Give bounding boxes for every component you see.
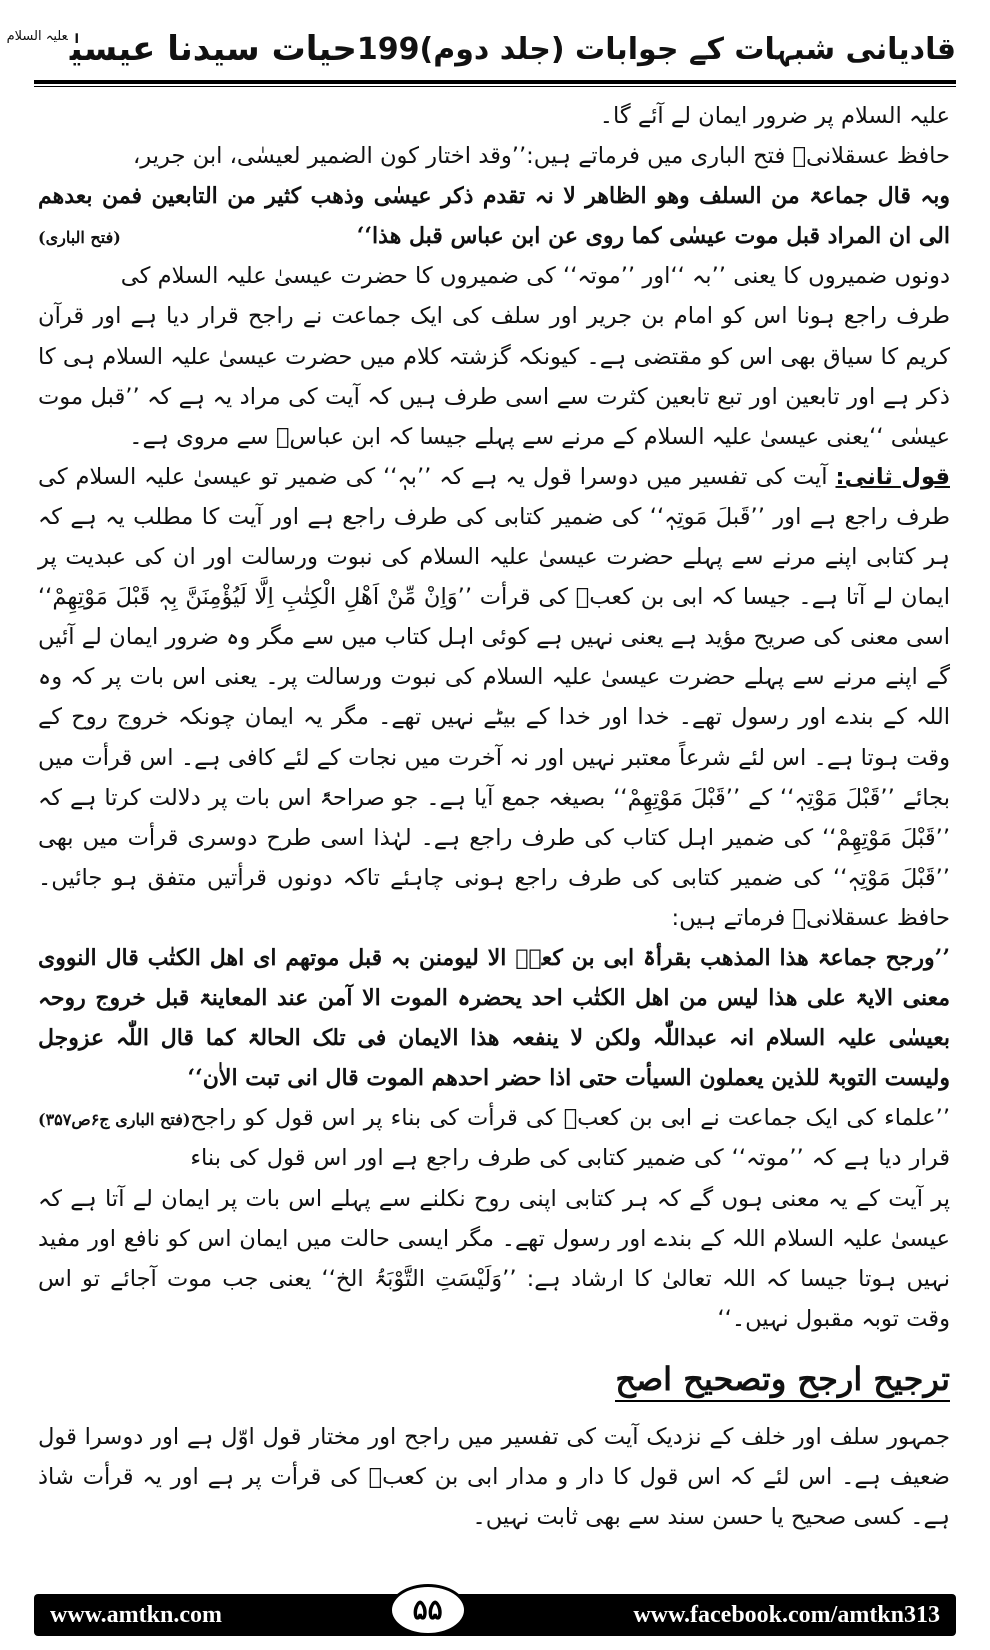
volume-title (7, 29, 357, 69)
paragraph-text: آیت کی تفسیر میں دوسرا قول یہ ہے کہ ’’بہٖ‘‘ کی ضمیر تو عیسیٰ علیہ السلام کی طرف راجع ہے اور ’’قَبلَ مَوتِہٖ‘‘ کی ضمیر کتابی کی طرف راجع ہے اور آیت کا مطلب یہ ہے کہ ہر کتابی اپنے مرنے سے پہلے حضرت عیسیٰ علیہ السلام کی نبوت ورسالت اور ان کی عبدیت پر ایمان لے آتا ہے۔ جیسا کہ ابی بن کعبؓ کی قرأت ’’وَاِنْ مِّنْ اَھْلِ الْکِتٰبِ اِلَّا لَیُؤْمِنَنَّ بِہٖ قَبْلَ مَوْتِھِمْ‘‘ اسی معنی کی صریح مؤید ہے یعنی نہیں ہے کوئی اہل کتاب میں سے مگر وہ ضرور ایمان لے آئیں گے اپنے مرنے سے پہلے حضرت عیسیٰ علیہ السلام کی نبوت ورسالت پر۔ یعنی اس بات پر کہ وہ اللہ کے بندے اور رسول تھے۔ خدا اور خدا کے بیٹے نہیں تھے۔ مگر یہ ایمان چونکہ خروج روح کے وقت ہوتا ہے۔ اس لئے شرعاً معتبر نہیں اور نہ آخرت میں نجات کے لئے کافی ہے۔ اس قرأت میں بجائے ’’قَبْلَ مَوْتِہٖ‘‘ کے ’’قَبْلَ مَوْتِھِمْ‘‘ بصیغہ جمع آیا ہے۔ جو صراحۃً اس بات پر دلالت کرتا ہے کہ ’’قَبْلَ مَوْتِھِمْ‘‘ کی ضمیر اہل کتاب کی طرف راجع ہے۔ لہٰذا اسی طرح دوسری قرأت میں بھی ’’قَبْلَ مَوْتِہٖ‘‘ کی ضمیر کتابی کی طرف راجع ہونی چاہئے تاکہ دونوں قرأتیں متفق ہو جائیں۔ حافظ عسقلانیؒ فرماتے ہیں: (38, 463, 950, 931)
page-content (38, 96, 950, 1537)
website-link[interactable]: www.amtkn.com (50, 1601, 222, 1628)
arabic-quote-1 (38, 176, 950, 256)
arabic-quote-2 (38, 938, 950, 1130)
header-rule-thick (34, 80, 956, 84)
honorific: علیہ السلام (6, 29, 68, 44)
facebook-link[interactable]: www.facebook.com/amtkn313 (633, 1601, 940, 1628)
arabic-quote-text: ’’ورجح جماعۃ ھذا المذھب بقرأۃ ابی بن کعبؓ الا لیومنن بہ قبل موتھم ای اھل الکتٰب قال النووی معنی الایۃ علی ھذا لیس من اھل الکتٰب احد یحضرہ الموت الا آمن عند المعاینۃ قبل خروج روحہ بعیسٰی علیہ السلام انہ عبداللّٰہ ولکن لا ینفعہ ھذا الایمان فی تلک الحالۃ کما قال اللّٰہ عزوجل ولیست التوبۃ للذین یعملون السیأت حتی اذا حضر احدھم الموت قال انی تبت الاٰن‘‘ (38, 944, 950, 1092)
header-rule-thin (34, 86, 956, 87)
citation: (فتح الباری ج۶ص۳۵۷) (38, 1110, 191, 1130)
section-heading (38, 1355, 950, 1403)
paragraph-translation: ’’علماء کی ایک جماعت نے ابی بن کعبؓ کی قرأت کی بناء پر اس قول کو راجح قرار دیا ہے کہ ’’موتہ‘‘ کی ضمیر کتابی کی طرف راجع ہے اور اس قول کی بناء پر آیت کے یہ معنی ہوں گے کہ ہر کتابی اپنی روح نکلنے سے پہلے اس بات پر ایمان لے آتا ہے کہ عیسیٰ علیہ السلام اللہ کے بندے اور رسول تھے۔ مگر ایسی حالت میں ایمان اس کو نافع اور مفید نہیں ہوتا جیسا کہ اللہ تعالیٰ کا ارشاد ہے: ’’وَلَیْسَتِ التَّوْبَۃُ الخ‘‘ یعنی جب موت آجائے تو اس وقت توبہ مقبول نہیں۔‘‘ (38, 1105, 950, 1332)
page-header (6, 20, 956, 78)
paragraph-2: حافظ عسقلانیؒ فتح الباری میں فرماتے ہیں:’’وقد اختار کون الضمیر لعیسٰی، ابن جریر، (133, 143, 950, 170)
book-title: قادیانی شبہات کے جوابات (جلد دوم) (419, 31, 956, 67)
page-badge: ۵۵ (389, 1584, 467, 1636)
arabic-quote-text: وبہ قال جماعۃ من السلف وھو الظاھر لا نہ تقدم ذکر عیسٰی وذھب کثیر من التابعین فمن بعدھم الی ان المراد قبل موت عیسٰی کما روی عن ابن عباس قبل ھذا‘‘ (38, 183, 950, 250)
paragraph-1: علیہ السلام پر ضرور ایمان لے آئے گا۔ (599, 103, 950, 129)
paragraph-4: دونوں ضمیروں کا یعنی ’’بہ ‘‘اور ’’موتہ‘‘ کی ضمیروں کا حضرت عیسیٰ علیہ السلام کی طرف راجع ہونا اس کو امام بن جریر اور سلف کی ایک جماعت نے راجح قرار دیا ہے اور قرآن کریم کا سیاق بھی اس کو مقتضی ہے۔ کیونکہ گزشتہ کلام میں حضرت عیسیٰ علیہ السلام ہی کا ذکر ہے اور تابعین اور تبع تابعین کثرت سے اسی طرف ہیں کہ آیت کی مراد یہ ہے کہ ’’قبل موت عیسٰی ‘‘یعنی عیسیٰ علیہ السلام کے مرنے سے پہلے جیسا کہ ابن عباسؓ سے مروی ہے۔ (38, 263, 950, 450)
page-footer (34, 1594, 956, 1636)
citation: (فتح الباری) (38, 228, 121, 248)
paragraph-lead: قول ثانی: (835, 463, 950, 490)
closing-paragraph: جمہور سلف اور خلف کے نزدیک آیت کی تفسیر میں راجح اور مختار قول اوّل ہے اور دوسرا قول ضعیف ہے۔ اس لئے کہ اس قول کا دار و مدار ابی بن کعبؓ کی قرأت پر ہے اور یہ قرأت شاذ ہے۔ کسی صحیح یا حسن سند سے بھی ثابت نہیں۔ (38, 1423, 950, 1531)
section-heading-text: ترجیح ارجح وتصحیح اصح (615, 1360, 950, 1402)
volume-title-text: حیات سیدنا عیسیٰ (69, 29, 357, 69)
page-number: 199 (356, 31, 420, 67)
paragraph-qaul-thani (38, 457, 950, 938)
